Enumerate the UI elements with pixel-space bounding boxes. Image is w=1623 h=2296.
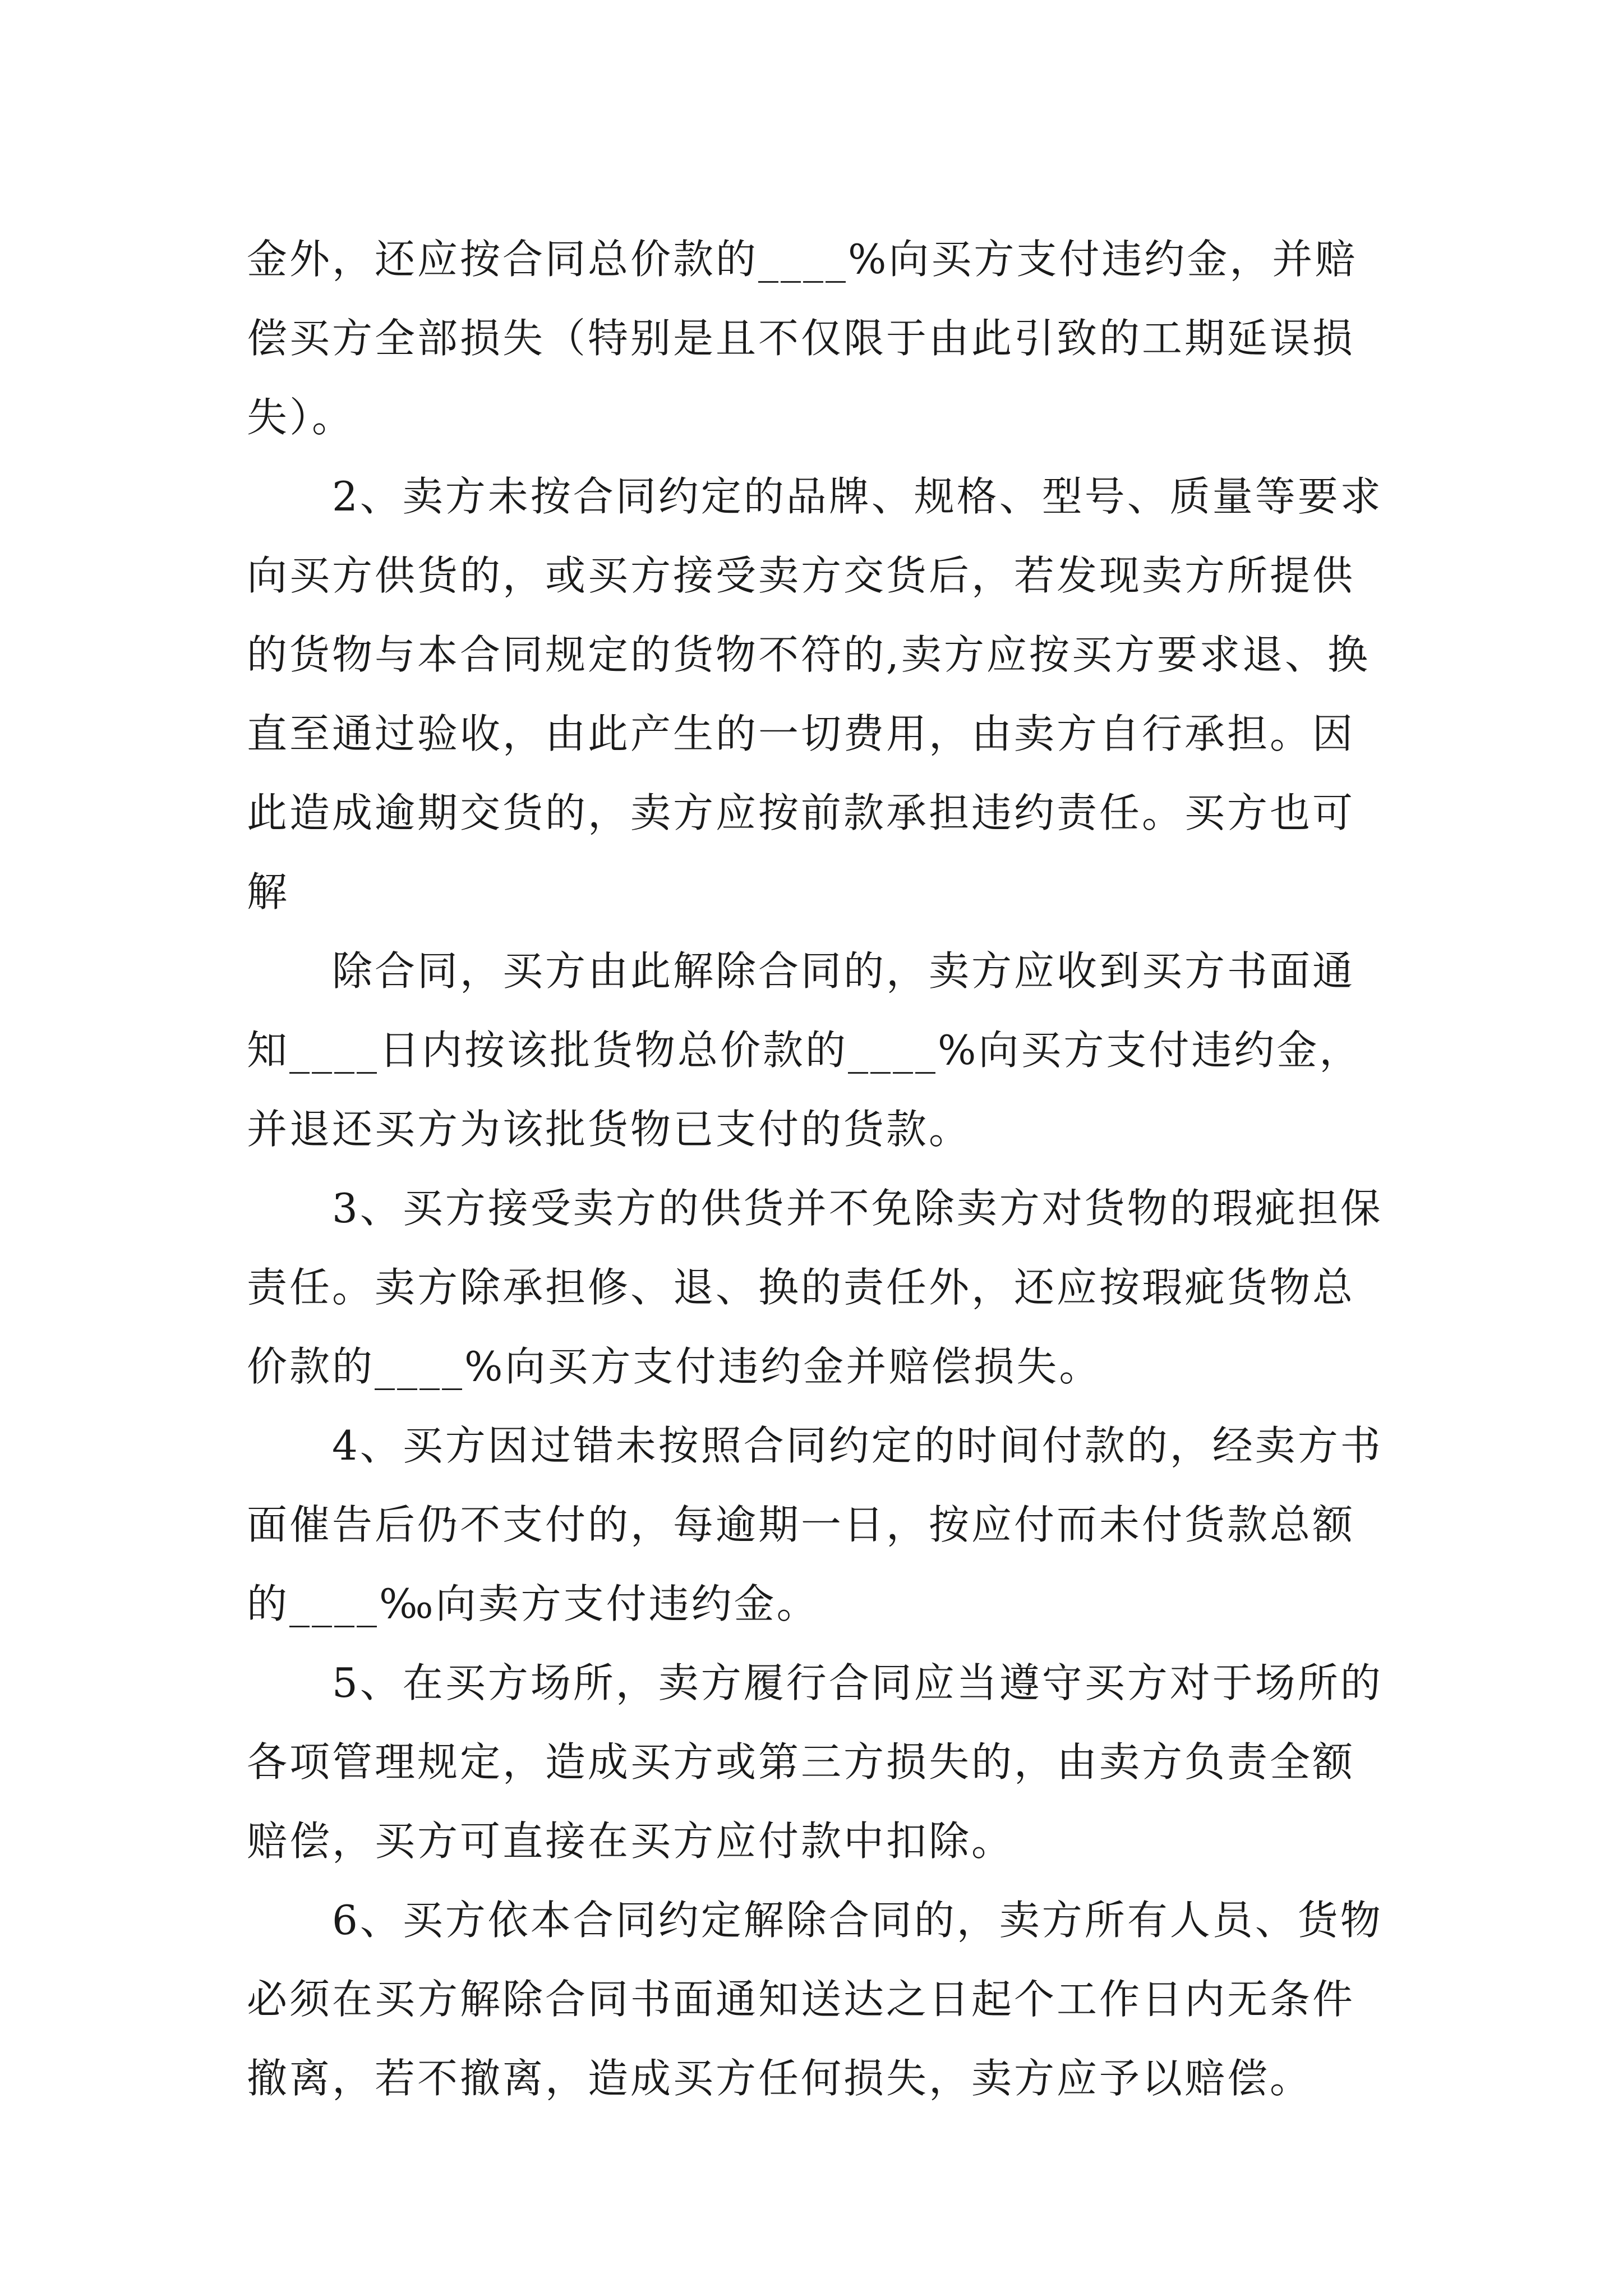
paragraph-clause-4: 4、买方因过错未按照合同约定的时间付款的，经卖方书面催告后仍不支付的，每逾期一日，按应付而未付货款总额的____‰向卖方支付违约金。	[247, 1422, 1383, 1627]
paragraph-clause-2-continued: 除合同，买方由此解除合同的，卖方应收到买方书面通知____日内按该批货物总价款的____%向买方支付违约金，并退还买方为该批货物已支付的货款。	[247, 947, 1362, 1153]
paragraph-clause-6: 6、买方依本合同约定解除合同的，卖方所有人员、货物必须在买方解除合同书面通知送达之日起个工作日内无条件撤离，若不撤离，造成买方任何损失，卖方应予以赔偿。	[247, 1897, 1383, 2102]
paragraph-clause-2: 2、卖方未按合同约定的品牌、规格、型号、质量等要求向买方供货的，或买方接受卖方交货后，若发现卖方所提供的货物与本合同规定的货物不符的,卖方应按买方要求退、换直至通过验收，由此产生的一切费用，由卖方自行承担。因此造成逾期交货的，卖方应按前款承担违约责任。买方也可解	[247, 473, 1383, 915]
paragraph-clause-3: 3、买方接受卖方的供货并不免除卖方对货物的瑕疵担保责任。卖方除承担修、退、换的责任外，还应按瑕疵货物总价款的____%向买方支付违约金并赔偿损失。	[247, 1185, 1383, 1390]
document-body	[247, 220, 1395, 2118]
paragraph-continuation: 金外，还应按合同总价款的____%向买方支付违约金，并赔偿买方全部损失（特别是且不仅限于由此引致的工期延误损失）。	[247, 236, 1358, 441]
paragraph-clause-5: 5、在买方场所，卖方履行合同应当遵守买方对于场所的各项管理规定，造成买方或第三方损失的，由卖方负责全额赔偿，买方可直接在买方应付款中扣除。	[247, 1659, 1383, 1865]
